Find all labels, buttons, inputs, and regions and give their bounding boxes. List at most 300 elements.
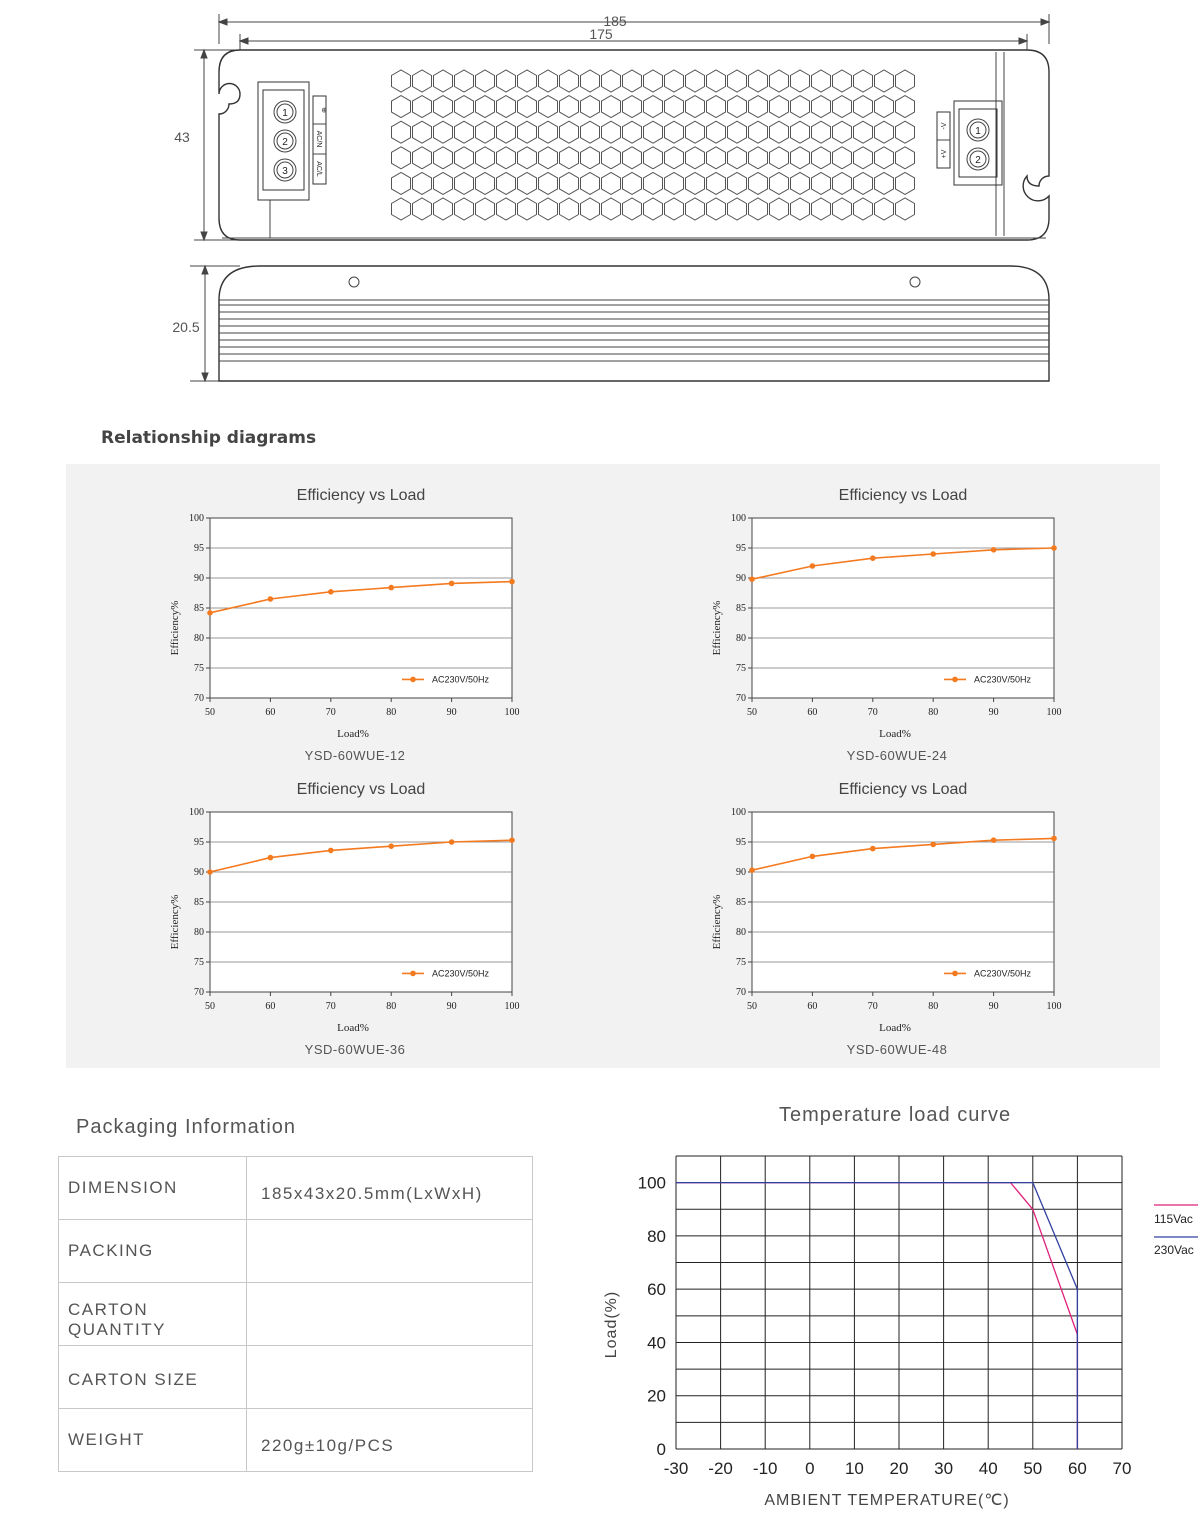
vent-hole	[875, 121, 894, 143]
data-point	[328, 848, 334, 854]
data-point	[930, 842, 936, 848]
row-value	[247, 1283, 533, 1346]
x-tick-label: 30	[934, 1459, 954, 1478]
vent-hole	[602, 198, 621, 220]
vent-hole	[581, 70, 600, 92]
x-tick-label: 80	[386, 707, 397, 718]
row-label: CARTON SIZE	[59, 1346, 247, 1409]
vent-hole	[833, 172, 852, 194]
x-axis-label: Load%	[337, 1022, 369, 1034]
vent-hole	[434, 172, 453, 194]
x-tick-label: 50	[747, 1001, 757, 1012]
model-label: YSD-60WUE-12	[304, 748, 406, 763]
x-tick-label: 50	[205, 1001, 215, 1012]
data-point	[1051, 545, 1057, 551]
vent-hole	[665, 70, 684, 92]
y-tick-label: 90	[736, 573, 746, 584]
vent-hole	[854, 70, 873, 92]
y-tick-label: 85	[736, 897, 746, 908]
data-point	[930, 551, 936, 557]
x-tick-label: 60	[807, 707, 818, 718]
vent-hole	[644, 147, 663, 169]
data-point	[388, 585, 394, 591]
y-tick-label: 80	[194, 633, 204, 644]
vent-hole	[623, 172, 642, 194]
data-point	[268, 596, 274, 602]
y-tick-label: 75	[736, 663, 746, 674]
y-axis-label: Efficiency%	[711, 600, 723, 656]
vent-hole	[833, 121, 852, 143]
y-tick-label: 100	[189, 807, 204, 818]
vent-hole	[875, 172, 894, 194]
x-tick-label: -30	[663, 1459, 689, 1478]
vent-hole	[581, 121, 600, 143]
efficiency-chart-36	[150, 774, 570, 1064]
vent-hole	[812, 172, 831, 194]
efficiency-chart-12	[150, 480, 570, 770]
y-tick-label: 80	[647, 1226, 666, 1246]
x-tick-label: 50	[747, 707, 757, 718]
data-point	[207, 869, 213, 875]
y-tick-label: 95	[736, 837, 746, 848]
vent-hole	[392, 70, 411, 92]
vent-hole	[749, 147, 768, 169]
x-tick-label: 70	[867, 1001, 878, 1012]
vent-hole	[602, 172, 621, 194]
y-tick-label: 90	[194, 867, 204, 878]
vent-hole	[812, 121, 831, 143]
vent-hole	[791, 70, 810, 92]
vent-hole	[392, 147, 411, 169]
vent-hole	[686, 70, 705, 92]
data-point	[870, 846, 876, 852]
y-tick-label: 70	[736, 987, 746, 998]
vent-hole	[791, 147, 810, 169]
x-tick-label: 80	[386, 1001, 397, 1012]
vent-hole	[833, 198, 852, 220]
vent-hole	[770, 147, 789, 169]
row-label: PACKING	[59, 1220, 247, 1283]
table-row	[59, 1346, 533, 1409]
vent-hole	[497, 121, 516, 143]
vent-hole	[791, 198, 810, 220]
vent-hole	[455, 147, 474, 169]
vent-hole	[518, 96, 537, 118]
vent-hole	[791, 121, 810, 143]
legend-marker	[952, 971, 958, 977]
vent-hole	[770, 198, 789, 220]
vent-hole	[455, 96, 474, 118]
data-point	[449, 839, 455, 845]
legend-label: AC230V/50Hz	[974, 968, 1032, 979]
vent-hole	[896, 96, 915, 118]
y-axis-label: Load(%)	[603, 1290, 620, 1359]
vent-hole	[476, 96, 495, 118]
vent-hole	[497, 147, 516, 169]
x-tick-label: 100	[1046, 707, 1062, 718]
vent-hole	[833, 147, 852, 169]
y-tick-label: 70	[736, 693, 746, 704]
vent-hole	[749, 121, 768, 143]
row-label: DIMENSION	[59, 1157, 247, 1220]
data-point	[509, 579, 515, 585]
vent-hole	[560, 121, 579, 143]
vent-hole	[602, 147, 621, 169]
x-tick-label: 60	[265, 707, 276, 718]
vent-hole	[539, 147, 558, 169]
vent-hole	[413, 96, 432, 118]
x-tick-label: -10	[752, 1459, 778, 1478]
vent-hole	[686, 172, 705, 194]
x-tick-label: 20	[889, 1459, 909, 1478]
vent-hole	[665, 121, 684, 143]
x-tick-label: 60	[1067, 1459, 1087, 1478]
vent-hole	[749, 172, 768, 194]
chart-title: Efficiency vs Load	[838, 487, 968, 504]
dim-height: 43	[174, 129, 190, 145]
data-point	[870, 555, 876, 561]
x-tick-label: 70	[867, 707, 878, 718]
y-tick-label: 80	[736, 927, 746, 938]
vent-hole	[518, 147, 537, 169]
label-ac-n: AC/N	[315, 130, 322, 148]
vent-hole	[455, 70, 474, 92]
legend-label-230: 230Vac	[1154, 1243, 1194, 1257]
vent-hole	[791, 172, 810, 194]
vent-hole	[413, 121, 432, 143]
vent-hole	[560, 198, 579, 220]
vent-hole	[518, 198, 537, 220]
row-label: CARTON QUANTITY	[59, 1283, 247, 1346]
legend-label-115: 115Vac	[1154, 1212, 1193, 1226]
vent-hole	[560, 70, 579, 92]
x-tick-label: 10	[844, 1459, 864, 1478]
output-terminal-1: 1	[975, 126, 981, 137]
vent-hole	[812, 198, 831, 220]
vent-hole	[581, 96, 600, 118]
vent-hole	[665, 96, 684, 118]
data-point	[749, 576, 755, 582]
vent-hole	[476, 121, 495, 143]
efficiency-chart-48	[692, 774, 1112, 1064]
data-point	[991, 837, 997, 843]
vent-hole	[644, 96, 663, 118]
y-tick-label: 75	[194, 663, 204, 674]
vent-hole	[665, 172, 684, 194]
vent-hole	[749, 70, 768, 92]
vent-hole	[434, 147, 453, 169]
dim-length-inner: 175	[589, 26, 613, 42]
legend-label: AC230V/50Hz	[432, 968, 490, 979]
y-tick-label: 100	[731, 513, 746, 524]
efficiency-chart-24	[692, 480, 1112, 770]
vent-hole	[875, 96, 894, 118]
vent-hole	[896, 172, 915, 194]
vent-hole	[392, 198, 411, 220]
vent-hole	[644, 172, 663, 194]
vent-hole	[770, 96, 789, 118]
section-title: Relationship diagrams	[101, 428, 317, 448]
vent-hole	[707, 172, 726, 194]
data-point	[207, 610, 213, 616]
chart-title: Efficiency vs Load	[838, 781, 968, 798]
x-tick-label: 60	[807, 1001, 818, 1012]
y-tick-label: 60	[647, 1280, 666, 1300]
packaging-table	[58, 1156, 533, 1472]
chart-title: Efficiency vs Load	[296, 781, 426, 798]
vent-hole	[497, 172, 516, 194]
vent-hole	[476, 198, 495, 220]
vent-hole	[854, 147, 873, 169]
vent-hole	[497, 96, 516, 118]
x-tick-label: 60	[265, 1001, 276, 1012]
output-terminal-2: 2	[975, 155, 981, 166]
packaging-title: Packaging Information	[76, 1116, 297, 1138]
dim-thickness: 20.5	[172, 319, 200, 335]
chart-title: Efficiency vs Load	[296, 487, 426, 504]
vent-hole	[707, 70, 726, 92]
vent-hole	[686, 147, 705, 169]
vent-hole	[833, 70, 852, 92]
vent-hole	[686, 96, 705, 118]
x-axis-label: Load%	[879, 1022, 911, 1034]
vent-hole	[623, 147, 642, 169]
x-tick-label: -20	[708, 1459, 733, 1478]
vent-hole	[539, 70, 558, 92]
input-terminal-2: 2	[282, 137, 288, 148]
y-tick-label: 100	[189, 513, 204, 524]
vent-hole	[539, 121, 558, 143]
vent-hole	[455, 121, 474, 143]
vent-hole	[644, 121, 663, 143]
data-point	[328, 589, 334, 595]
vent-hole	[854, 96, 873, 118]
vent-hole	[623, 121, 642, 143]
vent-hole	[896, 198, 915, 220]
x-tick-label: 80	[928, 1001, 939, 1012]
vent-hole	[770, 70, 789, 92]
y-tick-label: 95	[194, 543, 204, 554]
vent-hole	[560, 147, 579, 169]
x-tick-label: 100	[504, 707, 520, 718]
vent-hole	[623, 96, 642, 118]
y-tick-label: 100	[637, 1173, 666, 1193]
x-tick-label: 0	[805, 1459, 815, 1478]
vent-hole	[455, 172, 474, 194]
vent-hole	[392, 96, 411, 118]
vent-hole	[476, 172, 495, 194]
y-tick-label: 70	[194, 987, 204, 998]
y-tick-label: 100	[731, 807, 746, 818]
input-terminal-3: 3	[282, 166, 288, 177]
vent-hole	[497, 70, 516, 92]
vent-hole	[518, 172, 537, 194]
y-tick-label: 85	[194, 603, 204, 614]
vent-hole	[455, 198, 474, 220]
y-tick-label: 95	[194, 837, 204, 848]
legend-marker	[410, 677, 416, 683]
vent-hole	[686, 121, 705, 143]
table-row	[59, 1157, 533, 1220]
temperature-load-chart	[590, 1140, 1200, 1514]
vent-hole	[644, 198, 663, 220]
y-tick-label: 80	[194, 927, 204, 938]
y-axis-label: Efficiency%	[169, 600, 181, 656]
table-row	[59, 1409, 533, 1472]
vent-hole	[770, 172, 789, 194]
input-terminal-1: 1	[282, 108, 288, 119]
data-point	[509, 837, 515, 843]
vent-hole	[434, 121, 453, 143]
vent-hole	[476, 70, 495, 92]
vent-hole	[896, 121, 915, 143]
vent-hole	[875, 198, 894, 220]
vent-hole	[665, 147, 684, 169]
x-tick-label: 40	[978, 1459, 998, 1478]
x-tick-label: 90	[988, 707, 999, 718]
vent-hole	[518, 70, 537, 92]
y-tick-label: 90	[194, 573, 204, 584]
row-value: 185x43x20.5mm(LxWxH)	[247, 1157, 533, 1220]
vent-hole	[728, 147, 747, 169]
y-tick-label: 75	[736, 957, 746, 968]
vent-hole	[707, 121, 726, 143]
vent-hole	[476, 147, 495, 169]
vent-hole	[833, 96, 852, 118]
vent-hole	[812, 147, 831, 169]
ground-symbol: ⊕	[320, 107, 327, 113]
y-tick-label: 85	[194, 897, 204, 908]
vent-hole	[665, 198, 684, 220]
legend-label: AC230V/50Hz	[432, 674, 490, 685]
model-label: YSD-60WUE-36	[304, 1042, 406, 1057]
vent-hole	[413, 198, 432, 220]
x-tick-label: 80	[928, 707, 939, 718]
vent-hole	[434, 96, 453, 118]
vent-hole	[686, 198, 705, 220]
legend-marker	[410, 971, 416, 977]
y-tick-label: 85	[736, 603, 746, 614]
y-tick-label: 80	[736, 633, 746, 644]
vent-hole	[791, 96, 810, 118]
vent-hole	[623, 198, 642, 220]
x-tick-label: 70	[325, 707, 336, 718]
vent-hole	[539, 172, 558, 194]
vent-hole	[539, 96, 558, 118]
y-axis-label: Efficiency%	[169, 894, 181, 950]
x-tick-label: 90	[446, 1001, 457, 1012]
vent-hole	[602, 96, 621, 118]
vent-hole	[602, 121, 621, 143]
y-axis-label: Efficiency%	[711, 894, 723, 950]
model-label: YSD-60WUE-48	[846, 1042, 948, 1057]
y-tick-label: 90	[736, 867, 746, 878]
model-label: YSD-60WUE-24	[846, 748, 948, 763]
data-point	[388, 843, 394, 849]
vent-hole	[602, 70, 621, 92]
data-point	[810, 854, 816, 860]
data-point	[1051, 836, 1057, 842]
vent-hole	[413, 172, 432, 194]
x-tick-label: 100	[504, 1001, 520, 1012]
dim-length-outer: 185	[603, 13, 627, 29]
x-tick-label: 90	[446, 707, 457, 718]
vent-hole	[392, 121, 411, 143]
vent-hole	[707, 198, 726, 220]
x-axis-label: Load%	[337, 728, 369, 740]
vent-hole	[875, 70, 894, 92]
vent-hole	[728, 198, 747, 220]
vent-hole	[707, 96, 726, 118]
x-tick-label: 70	[1112, 1459, 1132, 1478]
data-point	[991, 547, 997, 553]
vent-hole	[434, 70, 453, 92]
row-label: WEIGHT	[59, 1409, 247, 1472]
vent-hole	[728, 70, 747, 92]
vent-hole	[854, 172, 873, 194]
vent-hole	[560, 96, 579, 118]
data-point	[749, 867, 755, 873]
vent-hole	[854, 198, 873, 220]
table-row	[59, 1220, 533, 1283]
y-tick-label: 0	[656, 1440, 666, 1459]
vent-hole	[581, 198, 600, 220]
y-tick-label: 75	[194, 957, 204, 968]
vent-hole	[896, 70, 915, 92]
vent-hole	[812, 70, 831, 92]
vent-hole	[728, 96, 747, 118]
vent-hole	[749, 198, 768, 220]
y-tick-label: 95	[736, 543, 746, 554]
legend-marker	[952, 677, 958, 683]
vent-hole	[875, 147, 894, 169]
vent-hole	[518, 121, 537, 143]
y-tick-label: 70	[194, 693, 204, 704]
legend-label: AC230V/50Hz	[974, 674, 1032, 685]
vent-hole	[413, 147, 432, 169]
y-tick-label: 20	[647, 1386, 666, 1406]
row-value: 220g±10g/PCS	[247, 1409, 533, 1472]
mechanical-drawing	[0, 0, 1200, 400]
row-value	[247, 1220, 533, 1283]
vent-hole	[623, 70, 642, 92]
vent-hole	[728, 172, 747, 194]
vent-hole	[581, 172, 600, 194]
vent-hole	[728, 121, 747, 143]
vent-hole	[539, 198, 558, 220]
vent-hole	[812, 96, 831, 118]
vent-hole	[644, 70, 663, 92]
x-tick-label: 90	[988, 1001, 999, 1012]
label-plus-v: +V	[941, 149, 948, 159]
x-tick-label: 50	[1023, 1459, 1043, 1478]
data-point	[449, 581, 455, 587]
vent-hole	[413, 70, 432, 92]
label-ac-l: AC/L	[315, 161, 322, 177]
vent-hole	[581, 147, 600, 169]
vent-hole	[854, 121, 873, 143]
label-minus-v: -V	[941, 122, 948, 130]
x-tick-label: 70	[325, 1001, 336, 1012]
y-tick-label: 40	[647, 1333, 666, 1353]
vent-hole	[770, 121, 789, 143]
x-tick-label: 100	[1046, 1001, 1062, 1012]
vent-hole	[497, 198, 516, 220]
x-axis-label: AMBIENT TEMPERATURE(℃)	[764, 1492, 1010, 1509]
vent-hole	[434, 198, 453, 220]
row-value	[247, 1346, 533, 1409]
vent-hole	[896, 147, 915, 169]
